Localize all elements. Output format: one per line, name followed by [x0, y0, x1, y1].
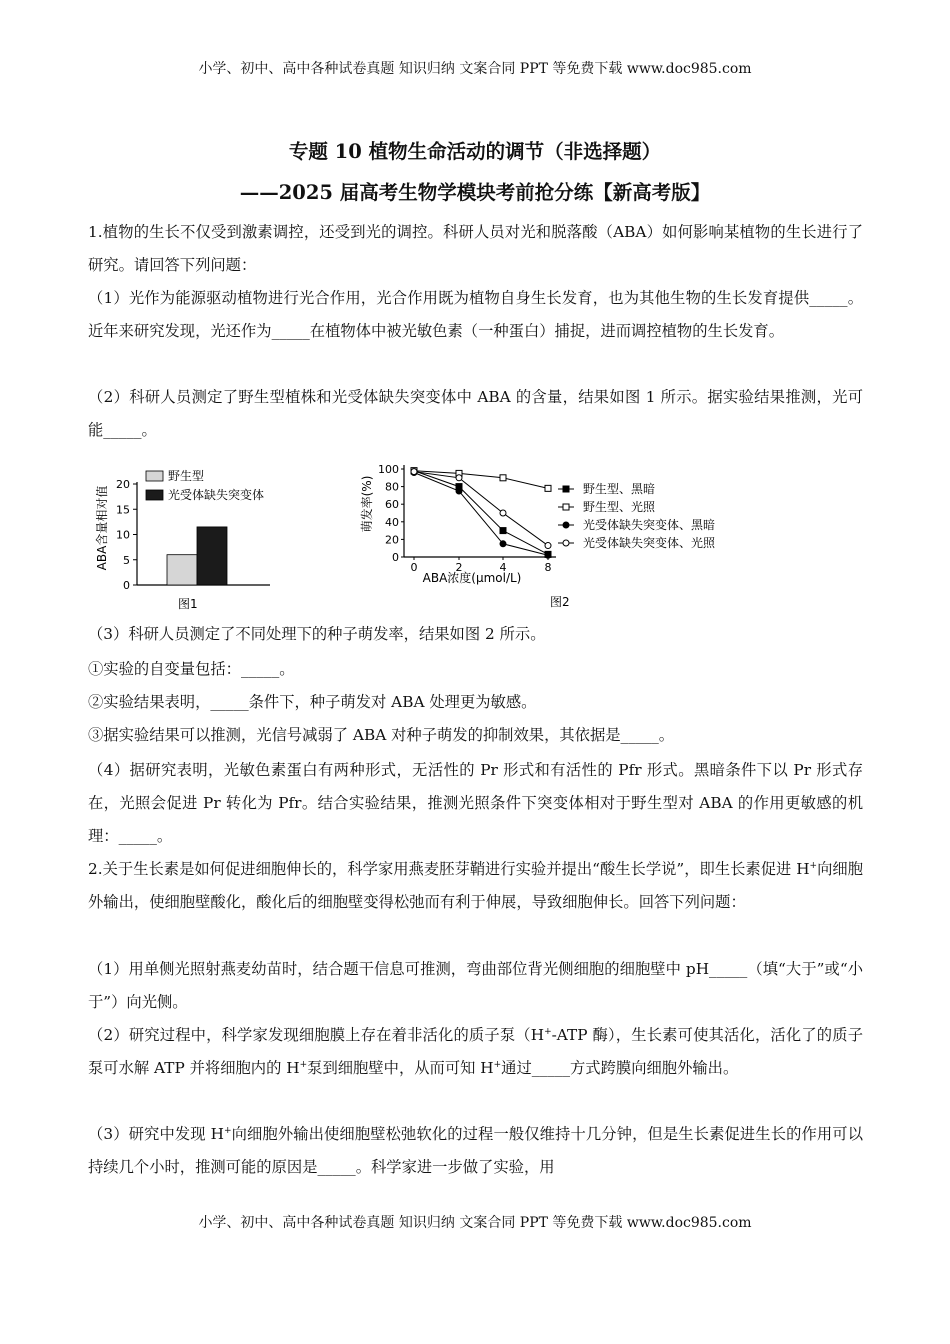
fig2-ylabel: 萌发率(%): [360, 475, 374, 533]
q1-sub1: ①实验的自变量包括：_____。: [88, 660, 295, 678]
fig2-legend-label: 野生型、黑暗: [583, 482, 656, 496]
fig2-data-point: [456, 475, 462, 481]
fig2-legend-marker: [563, 522, 569, 528]
superscript-plus: +: [809, 860, 818, 871]
fig2-tick-label: 8: [544, 561, 552, 574]
fig2-legend-marker: [563, 504, 569, 510]
fig1-legend-label: 野生型: [168, 469, 205, 483]
fig2-legend-marker: [563, 540, 569, 546]
fig2-tick-label: 4: [499, 561, 507, 574]
q1-part4: （4）据研究表明，光敏色素蛋白有两种形式，无活性的 Pr 形式和有活性的 Pfr 形式。黑暗条件下以 Pr 形式存在，光照会促进 Pr 转化为 Pfr。结合实验结果，推测光照条件下突变体相对于野生型对 ABA 的作用更敏感的机理：_____。: [88, 761, 863, 845]
figure-2-line-chart: [352, 460, 772, 614]
fig1-legend-label: 光受体缺失突变体: [168, 488, 265, 502]
fig1-bar-mutant: [197, 527, 227, 585]
fig1-legend-swatch: [146, 490, 163, 500]
fig2-data-point: [500, 541, 506, 547]
fig1-tick-label: 20: [116, 478, 130, 491]
fig2-data-point: [500, 475, 506, 481]
fig2-tick-label: 80: [385, 480, 399, 494]
fig2-tick-label: 20: [385, 533, 399, 547]
fig2-legend-label: 野生型、光照: [583, 500, 656, 514]
fig1-bar-wild-type: [167, 555, 197, 585]
fig1-tick-label: 0: [123, 579, 130, 592]
page-header: 小学、初中、高中各种试卷真题 知识归纳 文案合同 PPT 等免费下载 www.doc985.com: [198, 61, 752, 77]
q1-intro: 1.植物的生长不仅受到激素调控，还受到光的调控。科研人员对光和脱落酸（ABA）如何影响某植物的生长进行了研究。请回答下列问题：: [88, 223, 863, 274]
q2-intro: 2.关于生长素是如何促进细胞伸长的，科学家用燕麦胚芽鞘进行实验并提出“酸生长学说”，即生长素促进 H+向细胞外输出，使细胞壁酸化，酸化后的细胞壁变得松弛而有利于伸展，导致细胞伸长。回答下列问题：: [88, 860, 863, 911]
fig2-tick-label: 2: [455, 561, 463, 574]
page-title: 专题 10 植物生命活动的调节（非选择题）: [288, 140, 662, 163]
fig2-tick-label: 40: [385, 515, 399, 529]
fig1-tick-label: 5: [123, 553, 130, 567]
fig2-legend-label: 光受体缺失突变体、黑暗: [583, 518, 716, 532]
fig2-tick-label: 100: [378, 463, 399, 476]
fig2-data-point: [411, 469, 417, 475]
page-footer: 小学、初中、高中各种试卷真题 知识归纳 文案合同 PPT 等免费下载 www.doc985.com: [198, 1215, 752, 1231]
fig2-data-point: [456, 488, 462, 494]
fig2-xlabel: ABA浓度(μmol/L): [422, 571, 522, 585]
fig1-tick-label: 15: [116, 503, 130, 517]
fig1-legend-swatch: [146, 471, 163, 481]
q1-sub3: ③据实验结果可以推测，光信号减弱了 ABA 对种子萌发的抑制效果，其依据是_____。: [88, 726, 675, 744]
fig2-data-point: [545, 552, 551, 558]
fig1-tick-label: 10: [116, 528, 130, 542]
page-subtitle: ——2025 届高考生物学模块考前抢分练【新高考版】: [239, 181, 711, 204]
fig2-data-point: [545, 543, 551, 549]
fig2-tick-label: 60: [385, 498, 399, 512]
q1-part2: （2）科研人员测定了野生型植株和光受体缺失突变体中 ABA 的含量，结果如图 1 所示。据实验结果推测，光可能_____。: [88, 388, 863, 439]
q1-part1: （1）光作为能源驱动植物进行光合作用，光合作用既为植物自身生长发育，也为其他生物的生长发育提供_____。近年来研究发现，光还作为_____在植物体中被光敏色素（一种蛋白）捕捉，进而调控植物的生长发育。: [88, 289, 863, 340]
fig2-legend-label: 光受体缺失突变体、光照: [583, 536, 716, 550]
fig2-data-point: [545, 485, 551, 491]
fig2-caption: 图2: [550, 595, 570, 609]
q2-part3: （3）研究中发现 H+向细胞外输出使细胞壁松弛软化的过程一般仅维持十几分钟，但是生长素促进生长的作用可以持续几个小时，推测可能的原因是_____。科学家进一步做了实验，用: [88, 1125, 863, 1176]
fig2-data-point: [500, 510, 506, 516]
fig2-series-line-2: [414, 471, 548, 489]
q1-sub2: ②实验结果表明，_____条件下，种子萌发对 ABA 处理更为敏感。: [88, 693, 537, 711]
q1-part3: （3）科研人员测定了不同处理下的种子萌发率，结果如图 2 所示。: [88, 625, 546, 643]
fig1-caption: 图1: [178, 597, 198, 611]
figure-1-bar-chart: [92, 462, 302, 614]
fig2-tick-label: 0: [392, 551, 399, 564]
fig2-tick-label: 0: [410, 561, 418, 574]
q2-part2: （2）研究过程中，科学家发现细胞膜上存在着非活化的质子泵（H+-ATP 酶），生长素可使其活化，活化了的质子泵可水解 ATP 并将细胞内的 H+泵到细胞壁中，从而可知 H+通过_____方式跨膜向细胞外输出。: [88, 1026, 863, 1077]
q2-part1: （1）用单侧光照射燕麦幼苗时，结合题干信息可推测，弯曲部位背光侧细胞的细胞壁中 pH_____（填“大于”或“小于”）向光侧。: [88, 960, 863, 1011]
fig2-data-point: [500, 528, 506, 534]
fig2-legend-marker: [563, 486, 569, 492]
fig2-series-line-3: [414, 473, 548, 556]
fig1-ylabel: ABA含量相对值: [95, 485, 109, 571]
